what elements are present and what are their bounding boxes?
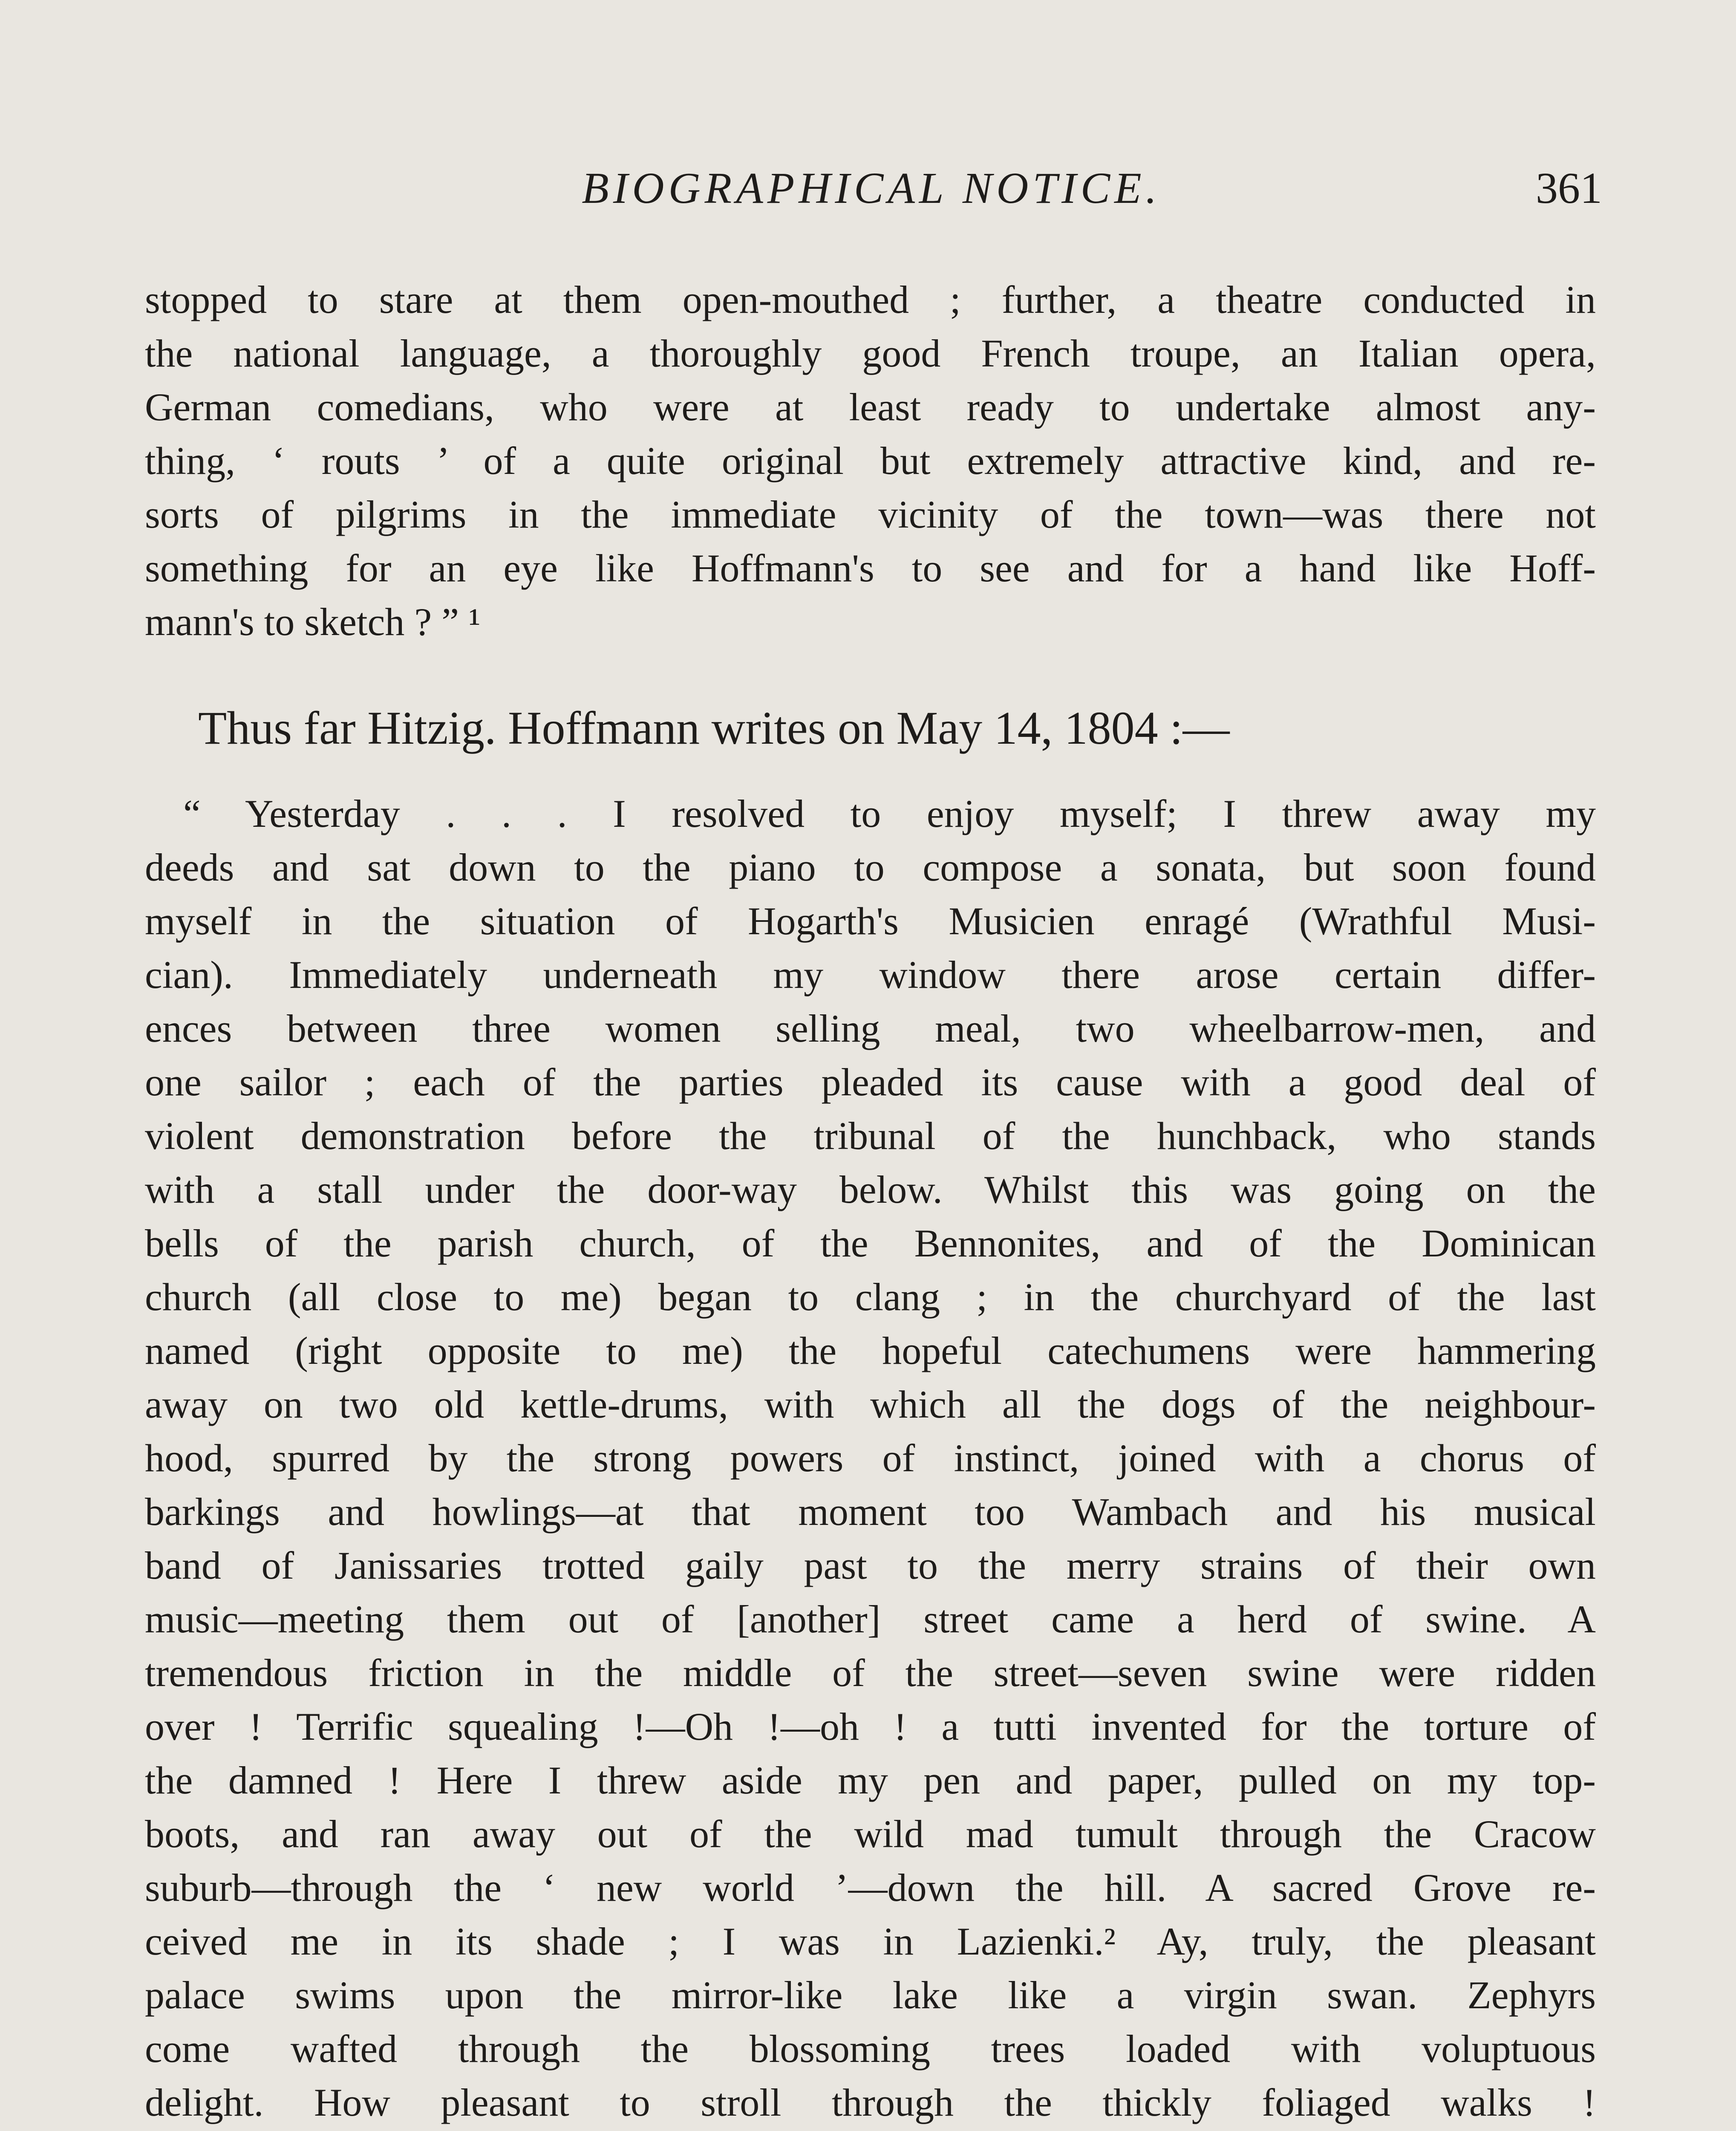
text-line: something for an eye like Hoffmann's to see and for a hand like Hoff- — [145, 546, 1596, 590]
letter-paragraph — [145, 787, 1596, 2131]
text-line: palace swims upon the mirror-like lake like a virgin swan. Zephyrs — [145, 1973, 1596, 2017]
text-line: tremendous friction in the middle of the street—seven swine were ridden — [145, 1651, 1596, 1695]
text-line: the national language, a thoroughly good French troupe, an Italian opera, — [145, 332, 1596, 375]
text-line: away on two old kettle-drums, with which all the dogs of the neighbour- — [145, 1383, 1596, 1426]
text-line: myself in the situation of Hogarth's Musicien enragé (Wrathful Musi- — [145, 899, 1596, 943]
lead-line: Thus far Hitzig. Hoffmann writes on May 14, 1804 :— — [198, 702, 1230, 754]
text-line — [145, 2129, 1596, 2131]
paragraph-continued — [145, 273, 1596, 649]
text-line: German comedians, who were at least ready to undertake almost any- — [145, 385, 1596, 429]
text-line: over ! Terrific squealing !—Oh !—oh ! a tutti invented for the torture of — [145, 1705, 1596, 1748]
text-line: sorts of pilgrims in the immediate vicinity of the town—was there not — [145, 493, 1596, 536]
text-line: barkings and howlings—at that moment too Wambach and his musical — [145, 1490, 1596, 1533]
text-line: hood, spurred by the strong powers of instinct, joined with a chorus of — [145, 1436, 1596, 1480]
text-line: come wafted through the blossoming trees loaded with voluptuous — [145, 2027, 1596, 2070]
text-line: mann's to sketch ? ” ¹ — [145, 600, 481, 644]
running-head — [141, 159, 1602, 218]
text-line: stopped to stare at them open-mouthed ; further, a theatre conducted in — [145, 278, 1596, 321]
text-line: ences between three women selling meal, two wheelbarrow-men, and — [145, 1007, 1596, 1050]
text-line: cian). Immediately underneath my window there arose certain differ- — [145, 953, 1596, 996]
running-title: BIOGRAPHICAL NOTICE. — [582, 164, 1161, 213]
text-line: church (all close to me) began to clang ; in the churchyard of the last — [145, 1275, 1596, 1319]
text-line: bells of the parish church, of the Bennonites, and of the Dominican — [145, 1221, 1596, 1265]
text-line: deeds and sat down to the piano to compose a sonata, but soon found — [145, 846, 1596, 889]
text-line: music—meeting them out of [another] street came a herd of swine. A — [145, 1597, 1596, 1641]
text-line: “ Yesterday . . . I resolved to enjoy myself; I threw away my — [183, 792, 1596, 835]
text-line: with a stall under the door-way below. Whilst this was going on the — [145, 1168, 1596, 1211]
text-line: suburb—through the ‘ new world ’—down the hill. A sacred Grove re- — [145, 1866, 1596, 1909]
text-line: named (right opposite to me) the hopeful catechumens were hammering — [145, 1329, 1596, 1372]
text-line: delight. How pleasant to stroll through the thickly foliaged walks ! — [145, 2081, 1596, 2124]
text-line: thing, ‘ routs ’ of a quite original but extremely attractive kind, and re- — [145, 439, 1596, 482]
text-line: violent demonstration before the tribunal of the hunchback, who stands — [145, 1114, 1596, 1158]
text-line: the damned ! Here I threw aside my pen and paper, pulled on my top- — [145, 1759, 1596, 1802]
text-line: one sailor ; each of the parties pleaded its cause with a good deal of — [145, 1060, 1596, 1104]
text-line: band of Janissaries trotted gaily past to the merry strains of their own — [145, 1544, 1596, 1587]
text-line: ceived me in its shade ; I was in Lazienki.² Ay, truly, the pleasant — [145, 1920, 1596, 1963]
page-number: 361 — [1536, 164, 1602, 213]
text-line: boots, and ran away out of the wild mad tumult through the Cracow — [145, 1812, 1596, 1856]
